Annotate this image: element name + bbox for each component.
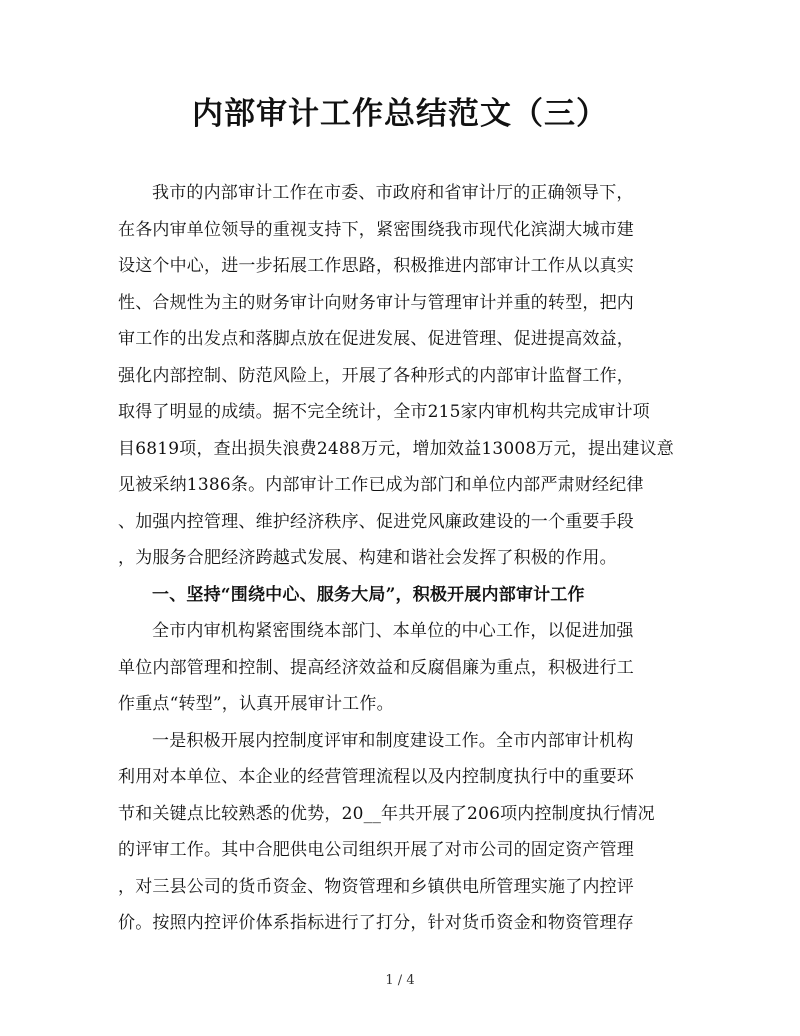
paragraph-line: 一是积极开展内控制度评审和制度建设工作。全市内部审计机构 <box>152 730 634 751</box>
section-heading: 一、坚持“围绕中心、服务大局”，积极开展内部审计工作 <box>152 584 585 605</box>
paragraph-line: 设这个中心，进一步拓展工作思路，积极推进内部审计工作从以真实 <box>118 256 634 276</box>
paragraph-line: ，为服务合肥经济跨越式发展、构建和谐社会发挥了积极的作用。 <box>118 548 617 568</box>
document-title: 内部审计工作总结范文（三） <box>192 96 608 132</box>
paragraph-line: 取得了明显的成绩。据不完全统计，全市215家内审机构共完成审计项 <box>118 402 650 422</box>
paragraph-line: 利用对本单位、本企业的经营管理流程以及内控制度执行中的重要环 <box>118 767 634 787</box>
paragraph-line: ，对三县公司的货币资金、物资管理和乡镇供电所管理实施了内控评 <box>118 876 634 897</box>
paragraph-line: 作重点“转型”，认真开展审计工作。 <box>118 694 394 714</box>
paragraph-line: 性、合规性为主的财务审计向财务审计与管理审计并重的转型，把内 <box>118 292 634 313</box>
paragraph-line: 、加强内控管理、维护经济秩序、促进党风廉政建设的一个重要手段 <box>118 511 634 532</box>
paragraph-line: 单位内部管理和控制、提高经济效益和反腐倡廉为重点，积极进行工 <box>118 657 634 678</box>
paragraph-line: 节和关键点比较熟悉的优势，20__年共开展了206项内控制度执行情况 <box>118 803 655 824</box>
paragraph-line: 目6819项，查出损失浪费2488万元，增加效益13008万元，提出建议意 <box>118 438 675 459</box>
document-body <box>118 175 696 942</box>
paragraph-line: 的评审工作。其中合肥供电公司组织开展了对市公司的固定资产管理 <box>118 840 634 860</box>
paragraph-line: 审工作的出发点和落脚点放在促进发展、促进管理、促进提高效益， <box>118 329 634 349</box>
page-indicator: 1 / 4 <box>385 973 415 988</box>
paragraph-line: 强化内部控制、防范风险上，开展了各种形式的内部审计监督工作， <box>118 365 634 386</box>
paragraph-line: 价。按照内控评价体系指标进行了打分，针对货币资金和物资管理存 <box>118 913 634 933</box>
paragraph-line: 我市的内部审计工作在市委、市政府和省审计厅的正确领导下， <box>152 183 634 203</box>
paragraph-line: 全市内审机构紧密围绕本部门、本单位的中心工作，以促进加强 <box>152 621 634 641</box>
paragraph-line: 见被采纳1386条。内部审计工作已成为部门和单位内部严肃财经纪律 <box>118 475 644 495</box>
paragraph-line: 在各内审单位领导的重视支持下，紧密围绕我市现代化滨湖大城市建 <box>118 219 634 240</box>
